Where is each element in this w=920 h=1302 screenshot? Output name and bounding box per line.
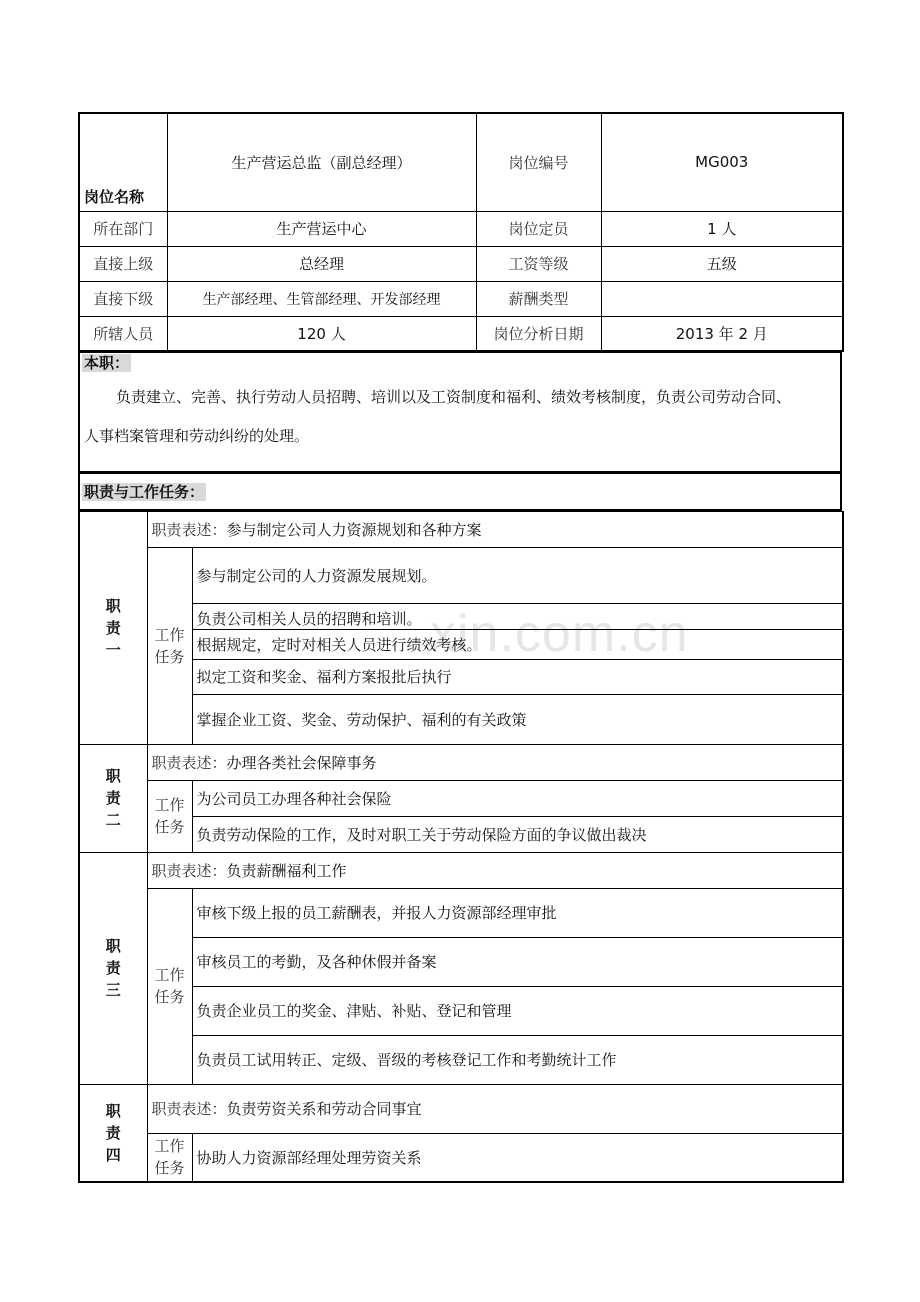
responsibility-3-task-label: 工作 任务 [147, 888, 192, 1084]
staff-value: 120 人 [167, 316, 476, 351]
responsibility-1-desc: 参与制定公司人力资源规划和各种方案 [226, 520, 482, 539]
dept-label: 所在部门 [79, 211, 167, 246]
responsibility-2-desc: 办理各类社会保障事务 [226, 753, 377, 772]
tasks-title: 职责与工作任务： [84, 482, 205, 501]
analysis-date-label: 岗位分析日期 [476, 316, 601, 351]
subordinate-label: 直接下级 [79, 281, 167, 316]
responsibility-4-desc: 负责劳资关系和劳动合同事宜 [226, 1100, 422, 1118]
task-item: 参与制定公司的人力资源发展规划。 [192, 547, 843, 603]
duty-line-2: 人事档案管理和劳动纠纷的处理。 [84, 427, 310, 445]
task-item: 掌握企业工资、奖金、劳动保护、福利的有关政策 [192, 694, 843, 744]
responsibility-4-label: 职 责 四 [79, 1084, 147, 1182]
responsibility-3-desc-label: 职责表述： [151, 861, 227, 880]
pay-type-value [601, 281, 843, 316]
header-table [78, 112, 844, 352]
task-item: 负责公司相关人员的招聘和培训。 [192, 603, 843, 629]
post-code-label: 岗位编号 [476, 113, 601, 211]
task-item: 审核员工的考勤，及各种休假并备案 [192, 937, 843, 986]
post-name-label: 岗位名称 [79, 113, 167, 211]
responsibility-2-label: 职 责 二 [79, 744, 147, 852]
responsibility-4-task-label: 工作 任务 [147, 1133, 192, 1182]
watermark: xin.com.cn [430, 605, 689, 663]
post-name-value: 生产营运总监（副总经理） [167, 113, 476, 211]
responsibility-4-desc-label: 职责表述： [151, 1100, 227, 1118]
responsibility-1-task-label: 工作 任务 [147, 547, 192, 744]
duty-section [78, 352, 842, 473]
subordinate-value: 生产部经理、生管部经理、开发部经理 [167, 281, 476, 316]
pay-type-label: 薪酬类型 [476, 281, 601, 316]
quota-value: 1 人 [601, 211, 843, 246]
grade-label: 工资等级 [476, 246, 601, 281]
responsibility-1-desc-row [79, 511, 843, 547]
responsibility-3-desc: 负责薪酬福利工作 [226, 861, 347, 880]
post-code-value: MG003 [601, 113, 843, 211]
grade-value: 五级 [601, 246, 843, 281]
task-item: 根据规定，定时对相关人员进行绩效考核。 [192, 629, 843, 659]
task-item: 审核下级上报的员工薪酬表，并报人力资源部经理审批 [192, 888, 843, 937]
superior-value: 总经理 [167, 246, 476, 281]
task-item: 负责员工试用转正、定级、晋级的考核登记工作和考勤统计工作 [192, 1035, 843, 1084]
responsibility-1-desc-label: 职责表述： [151, 520, 227, 539]
responsibility-1-label: 职 责 一 [79, 511, 147, 744]
staff-label: 所辖人员 [79, 316, 167, 351]
task-item: 为公司员工办理各种社会保险 [192, 780, 843, 816]
duty-title: 本职： [84, 354, 130, 372]
job-description-document [78, 112, 842, 1183]
duty-line-1: 负责建立、完善、执行劳动人员招聘、培训以及工资制度和福利、绩效考核制度，负责公司劳动合同、 [116, 388, 792, 406]
responsibility-2-desc-label: 职责表述： [151, 753, 227, 772]
task-item: 拟定工资和奖金、福利方案报批后执行 [192, 659, 843, 694]
responsibility-2-task-label: 工作 任务 [147, 780, 192, 852]
task-item: 负责劳动保险的工作，及时对职工关于劳动保险方面的争议做出裁决 [192, 816, 843, 852]
dept-value: 生产营运中心 [167, 211, 476, 246]
superior-label: 直接上级 [79, 246, 167, 281]
task-item: 负责企业员工的奖金、津贴、补贴、登记和管理 [192, 986, 843, 1035]
responsibilities-table [78, 511, 844, 1184]
quota-label: 岗位定员 [476, 211, 601, 246]
responsibility-3-label: 职 责 三 [79, 852, 147, 1084]
tasks-title-row [78, 473, 842, 511]
analysis-date-value: 2013 年 2 月 [601, 316, 843, 351]
task-item: 协助人力资源部经理处理劳资关系 [192, 1133, 843, 1182]
